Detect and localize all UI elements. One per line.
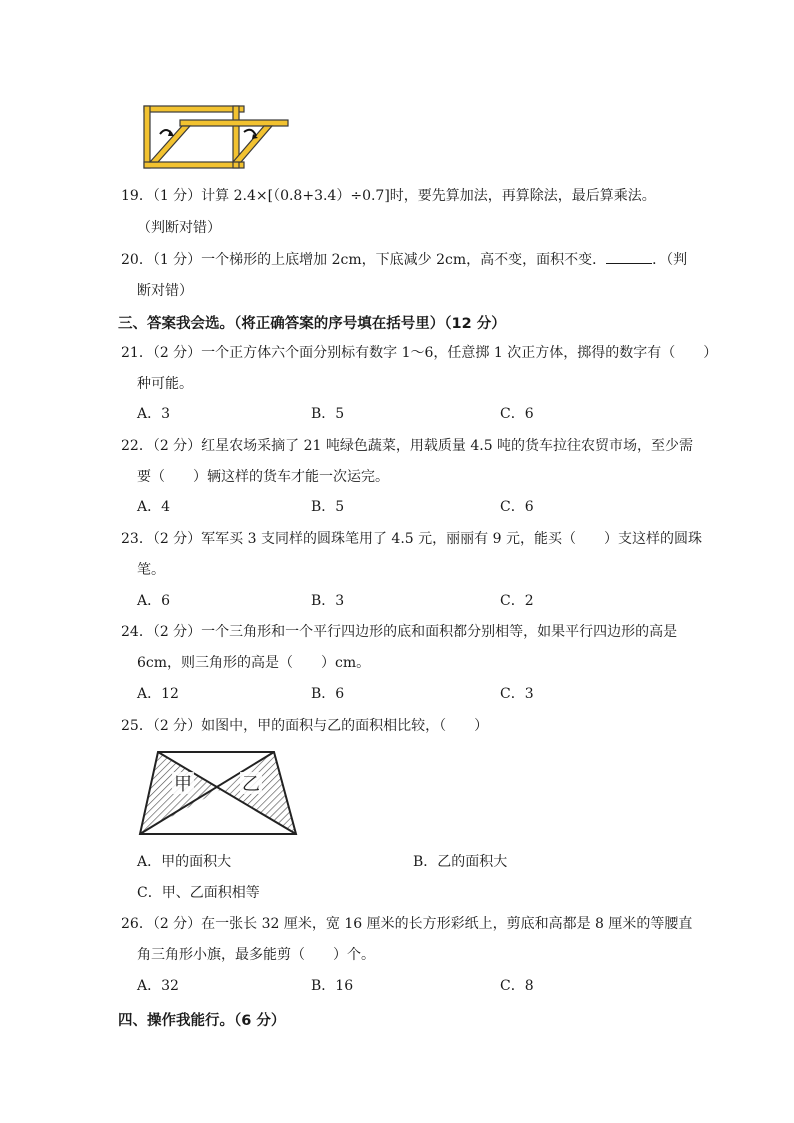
q21-cont: 种可能。 xyxy=(137,376,193,392)
q24-option-c[interactable]: C．3 xyxy=(500,686,534,702)
q21-option-b[interactable]: B．5 xyxy=(311,406,345,422)
q25-option-c[interactable]: C．甲、乙面积相等 xyxy=(137,885,260,901)
q20-cont: 断对错） xyxy=(137,283,193,299)
q26-option-c[interactable]: C．8 xyxy=(500,978,534,994)
q21-text: 21．（2 分）一个正方体六个面分别标有数字 1～6，任意掷 1 次正方体，掷得的数字有（ ） xyxy=(121,345,718,361)
q26-cont: 角三角形小旗，最多能剪（ ）个。 xyxy=(137,947,375,963)
q26-option-a[interactable]: A．32 xyxy=(137,978,179,994)
frame-figure xyxy=(140,100,290,172)
q25-option-a[interactable]: A．甲的面积大 xyxy=(137,854,232,870)
q22-option-a[interactable]: A．4 xyxy=(137,499,171,515)
q26-option-b[interactable]: B．16 xyxy=(311,978,354,994)
q20-answer-blank[interactable] xyxy=(606,249,652,264)
q22-option-c[interactable]: C．6 xyxy=(500,499,534,515)
section4-title: 四、操作我能行。（6 分） xyxy=(118,1013,286,1029)
q20-line xyxy=(121,249,687,270)
q23-option-c[interactable]: C．2 xyxy=(500,593,534,609)
q19-cont: （判断对错） xyxy=(137,220,221,236)
q21-option-c[interactable]: C．6 xyxy=(500,406,534,422)
q22-text: 22．（2 分）红星农场采摘了 21 吨绿色蔬菜，用载质量 4.5 吨的货车拉往农贸市场，至少需 xyxy=(121,438,694,454)
q24-option-b[interactable]: B．6 xyxy=(311,686,345,702)
q22-cont: 要（ ）辆这样的货车才能一次运完。 xyxy=(137,469,389,485)
q24-option-a[interactable]: A．12 xyxy=(137,686,179,702)
q23-text: 23．（2 分）军军买 3 支同样的圆珠笔用了 4.5 元，丽丽有 9 元，能买（ ）支这样的圆珠 xyxy=(121,531,702,547)
q25-text: 25．（2 分）如图中，甲的面积与乙的面积相比较，（ ） xyxy=(121,718,489,734)
label-jia: 甲 xyxy=(174,774,192,795)
q26-text: 26．（2 分）在一张长 32 厘米，宽 16 厘米的长方形彩纸上，剪底和高都是 8 厘米的等腰直 xyxy=(121,916,693,932)
trapezoid-figure xyxy=(134,748,304,840)
q23-option-b[interactable]: B．3 xyxy=(311,593,345,609)
q23-cont: 笔。 xyxy=(137,562,165,578)
q24-text: 24．（2 分）一个三角形和一个平行四边形的底和面积都分别相等，如果平行四边形的高是 xyxy=(121,624,678,640)
q21-option-a[interactable]: A．3 xyxy=(137,406,171,422)
q24-cont: 6cm，则三角形的高是（ ）cm。 xyxy=(137,655,371,671)
section3-title: 三、答案我会选。（将正确答案的序号填在括号里）（12 分） xyxy=(118,316,506,332)
q19-text: 19．（1 分）计算 2.4×[（0.8+3.4）÷0.7]时，要先算加法，再算除法，最后算乘法。 xyxy=(121,188,656,204)
q25-option-b[interactable]: B．乙的面积大 xyxy=(413,854,508,870)
q23-option-a[interactable]: A．6 xyxy=(137,593,171,609)
q22-option-b[interactable]: B．5 xyxy=(311,499,345,515)
q20-text-a: 20．（1 分）一个梯形的上底增加 2cm，下底减少 2cm，高不变，面积不变． xyxy=(121,252,607,268)
q20-text-b: ．（判 xyxy=(652,252,688,268)
label-yi: 乙 xyxy=(242,774,260,795)
